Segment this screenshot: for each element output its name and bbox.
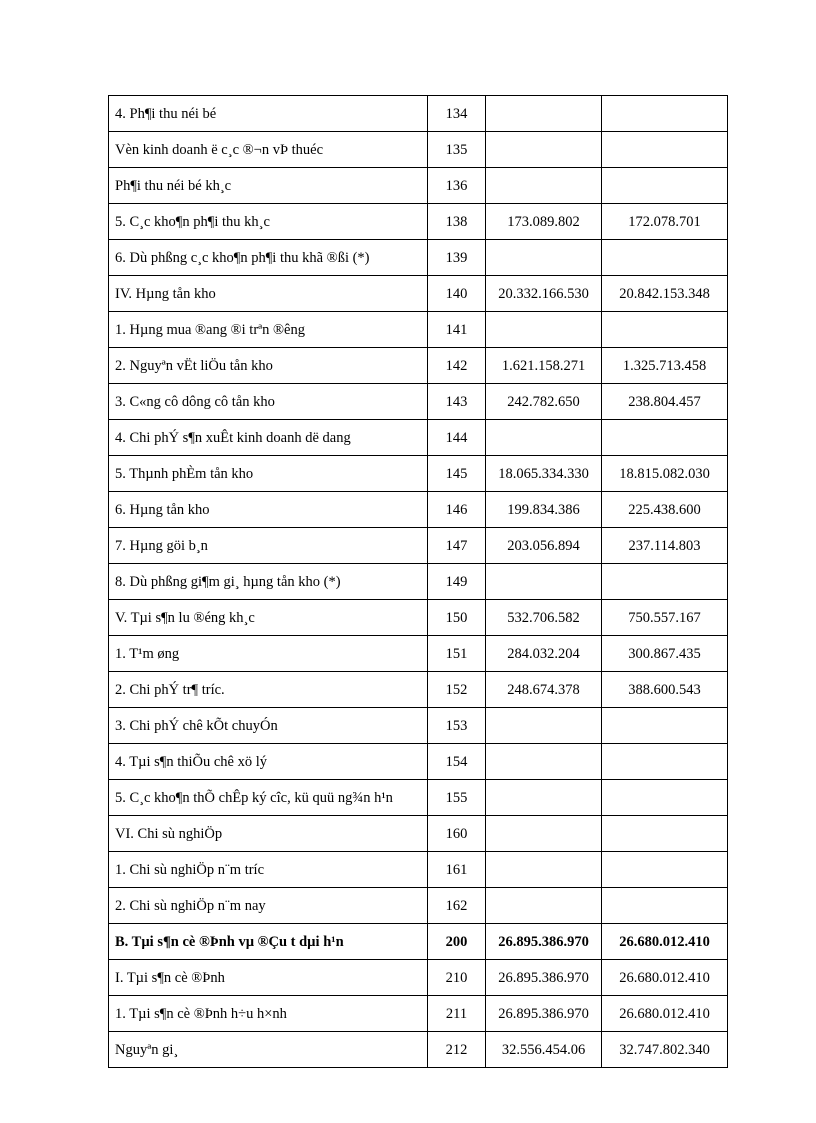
table-row: [109, 528, 728, 564]
value-start: [486, 708, 602, 744]
table-row: [109, 168, 728, 204]
item-label: I. Tµi s¶n cè ®Þnh: [109, 960, 428, 996]
value-start: [486, 744, 602, 780]
table-row: [109, 420, 728, 456]
item-label: 8. Dù phßng gi¶m gi¸ hµng tån kho (*): [109, 564, 428, 600]
item-label: IV. Hµng tån kho: [109, 276, 428, 312]
value-end: [602, 888, 728, 924]
item-label: 4. Chi phÝ s¶n xuÊt kinh doanh dë dang: [109, 420, 428, 456]
value-start: 248.674.378: [486, 672, 602, 708]
item-label: 6. Hµng tån kho: [109, 492, 428, 528]
item-label: 3. Chi phÝ chê kÕt chuyÓn: [109, 708, 428, 744]
item-code: 153: [428, 708, 486, 744]
item-code: 140: [428, 276, 486, 312]
value-start: 18.065.334.330: [486, 456, 602, 492]
table-row: [109, 996, 728, 1032]
item-code: 150: [428, 600, 486, 636]
item-code: 141: [428, 312, 486, 348]
table-row: [109, 564, 728, 600]
item-code: 147: [428, 528, 486, 564]
value-start: [486, 168, 602, 204]
value-start: 26.895.386.970: [486, 996, 602, 1032]
value-start: [486, 132, 602, 168]
table-row: [109, 1032, 728, 1068]
item-code: 143: [428, 384, 486, 420]
item-label: 7. Hµng göi b¸n: [109, 528, 428, 564]
item-code: 144: [428, 420, 486, 456]
value-end: 237.114.803: [602, 528, 728, 564]
table-row: [109, 708, 728, 744]
item-label: 5. C¸c kho¶n ph¶i thu kh¸c: [109, 204, 428, 240]
item-code: 154: [428, 744, 486, 780]
item-label: V. Tµi s¶n lu ®éng kh¸c: [109, 600, 428, 636]
value-start: 242.782.650: [486, 384, 602, 420]
value-start: [486, 852, 602, 888]
value-end: [602, 744, 728, 780]
value-end: 32.747.802.340: [602, 1032, 728, 1068]
item-label: 2. Chi sù nghiÖp n¨m nay: [109, 888, 428, 924]
item-label: 2. Nguyªn vËt liÖu tån kho: [109, 348, 428, 384]
table-row: [109, 672, 728, 708]
item-code: 149: [428, 564, 486, 600]
value-end: 26.680.012.410: [602, 924, 728, 960]
value-start: [486, 564, 602, 600]
value-start: 26.895.386.970: [486, 924, 602, 960]
value-start: [486, 420, 602, 456]
item-label: 1. T¹m øng: [109, 636, 428, 672]
value-end: [602, 564, 728, 600]
value-start: 26.895.386.970: [486, 960, 602, 996]
table-row: [109, 312, 728, 348]
value-start: 199.834.386: [486, 492, 602, 528]
item-code: 151: [428, 636, 486, 672]
item-code: 212: [428, 1032, 486, 1068]
item-label: 5. Thµnh phÈm tån kho: [109, 456, 428, 492]
value-end: 300.867.435: [602, 636, 728, 672]
table-row: [109, 780, 728, 816]
item-label: B. Tµi s¶n cè ®Þnh vµ ®Çu t dµi h¹n: [109, 924, 428, 960]
value-start: [486, 312, 602, 348]
table-row: [109, 276, 728, 312]
value-start: 173.089.802: [486, 204, 602, 240]
value-end: 750.557.167: [602, 600, 728, 636]
value-end: [602, 96, 728, 132]
item-code: 210: [428, 960, 486, 996]
value-end: [602, 132, 728, 168]
value-start: 20.332.166.530: [486, 276, 602, 312]
item-label: 3. C«ng cô dông cô tån kho: [109, 384, 428, 420]
table-row: [109, 240, 728, 276]
value-start: [486, 240, 602, 276]
value-end: [602, 312, 728, 348]
item-code: 139: [428, 240, 486, 276]
value-end: [602, 816, 728, 852]
item-code: 136: [428, 168, 486, 204]
item-label: VI. Chi sù nghiÖp: [109, 816, 428, 852]
item-code: 135: [428, 132, 486, 168]
item-code: 161: [428, 852, 486, 888]
item-code: 160: [428, 816, 486, 852]
item-label: Vèn kinh doanh ë c¸c ®¬n vÞ thuéc: [109, 132, 428, 168]
value-end: 225.438.600: [602, 492, 728, 528]
table-row: [109, 888, 728, 924]
table-row: [109, 384, 728, 420]
table-row: [109, 852, 728, 888]
table-row: [109, 456, 728, 492]
value-end: [602, 708, 728, 744]
item-code: 211: [428, 996, 486, 1032]
item-label: 1. Hµng mua ®ang ®i trªn ®êng: [109, 312, 428, 348]
table-row: [109, 492, 728, 528]
value-end: [602, 780, 728, 816]
item-code: 152: [428, 672, 486, 708]
table-row: [109, 96, 728, 132]
item-label: 1. Tµi s¶n cè ®Þnh h÷u h×nh: [109, 996, 428, 1032]
value-start: [486, 780, 602, 816]
value-start: 284.032.204: [486, 636, 602, 672]
item-label: 5. C¸c kho¶n thÕ chÊp ký cîc, kü quü ng¾n h¹n: [109, 780, 428, 816]
table-row: [109, 744, 728, 780]
item-code: 200: [428, 924, 486, 960]
table-row: [109, 600, 728, 636]
value-end: 26.680.012.410: [602, 996, 728, 1032]
value-end: 1.325.713.458: [602, 348, 728, 384]
balance-sheet-table: [108, 95, 728, 1068]
table-row: [109, 132, 728, 168]
item-code: 134: [428, 96, 486, 132]
item-label: 2. Chi phÝ tr¶ tríc.: [109, 672, 428, 708]
value-end: [602, 420, 728, 456]
item-code: 155: [428, 780, 486, 816]
value-start: 532.706.582: [486, 600, 602, 636]
table-row: [109, 816, 728, 852]
item-code: 138: [428, 204, 486, 240]
value-start: [486, 816, 602, 852]
value-start: 32.556.454.06: [486, 1032, 602, 1068]
value-end: 388.600.543: [602, 672, 728, 708]
balance-sheet-body: [109, 96, 728, 1068]
item-label: Ph¶i thu néi bé kh¸c: [109, 168, 428, 204]
value-start: 1.621.158.271: [486, 348, 602, 384]
value-end: [602, 240, 728, 276]
table-row: [109, 348, 728, 384]
item-label: 6. Dù phßng c¸c kho¶n ph¶i thu khã ®ßi (*): [109, 240, 428, 276]
value-end: [602, 852, 728, 888]
item-label: 4. Tµi s¶n thiÕu chê xö lý: [109, 744, 428, 780]
item-label: 1. Chi sù nghiÖp n¨m tríc: [109, 852, 428, 888]
table-row: [109, 204, 728, 240]
table-row-section-total: [109, 924, 728, 960]
item-label: Nguyªn gi¸: [109, 1032, 428, 1068]
value-end: 172.078.701: [602, 204, 728, 240]
value-end: [602, 168, 728, 204]
value-end: 20.842.153.348: [602, 276, 728, 312]
item-code: 142: [428, 348, 486, 384]
item-code: 162: [428, 888, 486, 924]
value-start: 203.056.894: [486, 528, 602, 564]
item-label: 4. Ph¶i thu néi bé: [109, 96, 428, 132]
value-end: 238.804.457: [602, 384, 728, 420]
table-row: [109, 636, 728, 672]
item-code: 145: [428, 456, 486, 492]
value-end: 18.815.082.030: [602, 456, 728, 492]
table-row: [109, 960, 728, 996]
value-end: 26.680.012.410: [602, 960, 728, 996]
value-start: [486, 96, 602, 132]
value-start: [486, 888, 602, 924]
item-code: 146: [428, 492, 486, 528]
